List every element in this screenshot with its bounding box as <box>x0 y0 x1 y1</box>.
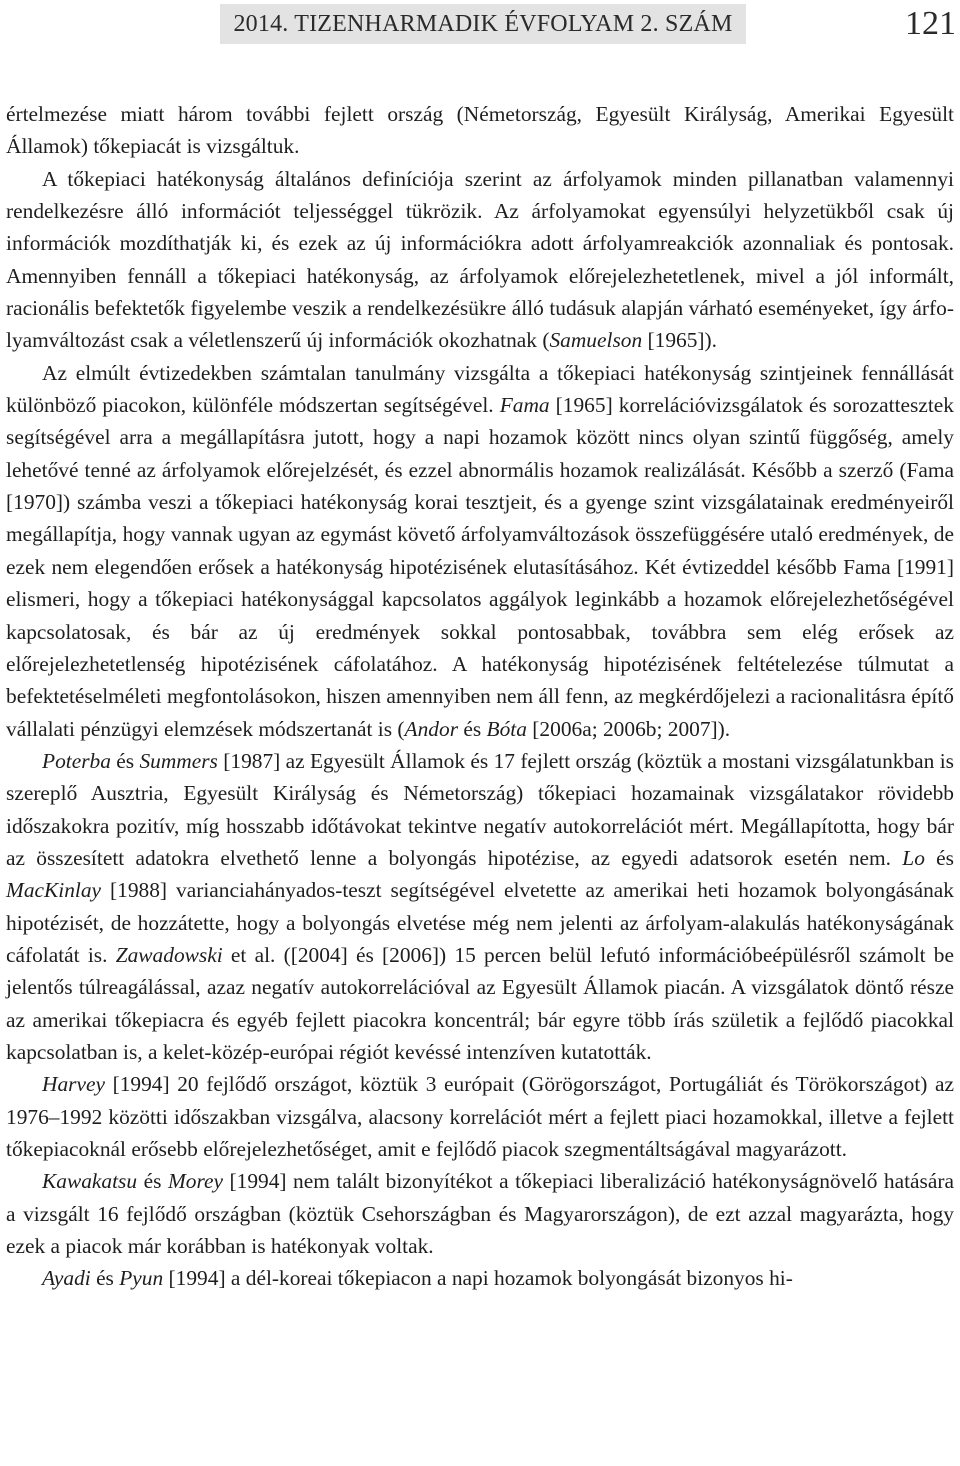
paragraph-text: A tőkepiaci hatékonyság általános definíciója szerint az árfolyamok minden pillanatban valamennyi rendelkezésre álló információt teljességgel tükrözik. Az árfolyamokat egyensúlyi helyzetükből csak új információk mozdíthatják ki, és ezek az új információkra adott árfolyamreakciók azonnaliak és pontosak. Amennyiben fennáll a tőkepiaci hatékonyság, az árfolyamok előrejelezhetetlenek, mivel a jól informált, racionális befektetők figyelembe veszik a rendelkezésükre álló tudásuk alapján várható eseményeket, így árfolyamváltozást csak a véletlenszerű új információk okozhatnak ( <box>6 166 954 353</box>
cited-author: Fama <box>499 393 550 418</box>
cited-author: Harvey <box>42 1072 105 1097</box>
paragraph-text: [1987] az Egyesült Államok és 17 fejlett ország (köztük a mostani vizsgálatunkban is szereplő Ausztria, Egyesült Királyság és Németország) tőkepiaci hozamainak vizsgálatakor rövidebb időszakokra pozitív, míg hosszabb időtávokat tekintve negatív autokorrelációt mért. Megállapította, hogy bár az összesített adatokra elvethető lenne a bolyongás hipotézise, az egyedi adatsorok esetén nem. <box>6 748 954 870</box>
paragraph-text: [1994] a dél-koreai tőkepiacon a napi hozamok bolyongását bizonyos hi- <box>163 1266 793 1291</box>
cited-author: Morey <box>167 1169 223 1194</box>
paragraph <box>6 1068 954 1165</box>
cited-author: Lo <box>902 845 925 870</box>
paragraph <box>6 745 954 1068</box>
page-number: 121 <box>905 5 956 42</box>
paragraph-text: [1965] korrelációvizsgálatok és sorozattesztek segítségével arra a megállapításra jutott, hogy a napi hozamok között nincs olyan szintű függőség, amely lehetővé tenné az árfolyamok előrejelzését, és ezzel abnormális hozamok realizálását. Később a szerző (Fama [1970]) számba veszi a tőkepiaci hatékonyság korai tesztjeit, és a gyenge szint vizsgálatainak eredményeiről megállapítja, hogy vannak ugyan az egymást követő árfolyamváltozások összefüggésére utaló eredmények, de ezek nem elegendően erősek a hatékonyság hipotézisének elutasításához. Két évtizeddel később Fama [1991] elismeri, hogy a tőkepiaci hatékonysággal kapcsolatos aggályok leginkább a hozamok előrejelezhetőségével kapcsolatosak, és bár az új eredmények sokkal pontosabbak, továbbra sem elég erősek az előrejelezhetetlenség hipotézisének cáfolatához. A hatékonyság hipotézisének feltételezése túlmutat a befektetéselméleti megfontolásokon, hiszen amennyiben nem áll fenn, az megkérdőjelezi a racionalitásra építő vállalati pénzügyi elemzések módszertanát is ( <box>6 393 954 741</box>
paragraph-text: [1994] nem talált bizonyítékot a tőkepiaci liberalizáció hatékonyságnövelő hatására a vizsgált 16 fejlődő országban (köztük Csehországban és Magyarországon), de ezt azzal magyarázta, hogy ezek a piacok már korábban is hatékonyak voltak. <box>6 1169 954 1259</box>
paragraph <box>6 1165 954 1262</box>
running-header <box>220 4 746 44</box>
cited-author: Bóta <box>486 716 527 741</box>
cited-author: Kawakatsu <box>42 1169 138 1194</box>
cited-author: Zawadowski <box>115 942 223 967</box>
cited-author: Samuelson <box>549 328 643 353</box>
paragraph-text: értelmezése miatt három további fejlett ország (Németország, Egyesült Királyság, Amerikai Egyesült Államok) tőkepiacát is vizsgáltuk. <box>6 102 954 159</box>
paragraph <box>6 357 954 745</box>
paragraph <box>6 163 954 357</box>
cited-author: Poterba <box>42 748 111 773</box>
cited-author: MacKinlay <box>6 878 102 903</box>
paragraph-text: és <box>924 845 954 870</box>
journal-issue-title: 2014. TIZENHARMADIK ÉVFOLYAM 2. SZÁM <box>233 10 733 37</box>
paragraph-text: [2006a; 2006b; 2007]). <box>526 716 731 741</box>
article-body <box>6 98 954 1295</box>
paragraph-text: [1994] 20 fejlődő országot, köztük 3 európait (Görögországot, Portugáliát és Törökországot) az 1976–1992 közötti időszakban vizsgálva, alacsony korrelációt mért a fejlett piaci hozamokkal, illetve a fejlett tőkepiacoknál erősebb előrejelezhetőséget, amit e fejlődő piacok szegmentáltságával magyarázott. <box>6 1072 954 1161</box>
paragraph-text: és <box>90 1266 120 1291</box>
paragraph-text: et al. ([2004] és [2006]) 15 percen belül lefutó információbeépülésről számolt be jelentős túlreagálással, azaz negatív autokorrelációval az Egyesült Államok piacán. A vizsgálatok döntő része az amerikai tőkepiacra és egyéb fejlett piacokra koncentrál; bár egyre több írás születik a fejlődő piacokkal kapcsolatban is, a kelet-közép-európai régiót kevéssé intenzíven kutatották. <box>6 942 954 1064</box>
paragraph-text: [1965]). <box>642 328 718 353</box>
paragraph-text: és <box>110 748 140 773</box>
paragraph-text: és <box>458 716 487 741</box>
cited-author: Ayadi <box>42 1266 91 1291</box>
paragraph-text: Az elmúlt évtizedekben számtalan tanulmány vizsgálta a tőkepiaci hatékonyság szintjeinek fennállását különböző piacokon, különféle módszertan segítségével. <box>6 360 954 418</box>
cited-author: Pyun <box>119 1266 164 1291</box>
paragraph-text: [1988] varianciahányados-teszt segítségével elvetette az amerikai heti hozamok bolyongásának hipotézisét, de hozzátette, hogy a bolyongás elvetése még nem jelenti az árfolyam-alakulás hatékonyságának cáfolatát is. <box>6 878 954 967</box>
paragraph-text: és <box>137 1169 168 1194</box>
cited-author: Summers <box>139 748 218 773</box>
paragraph <box>6 98 954 163</box>
cited-author: Andor <box>404 716 459 741</box>
paragraph <box>6 1262 954 1294</box>
